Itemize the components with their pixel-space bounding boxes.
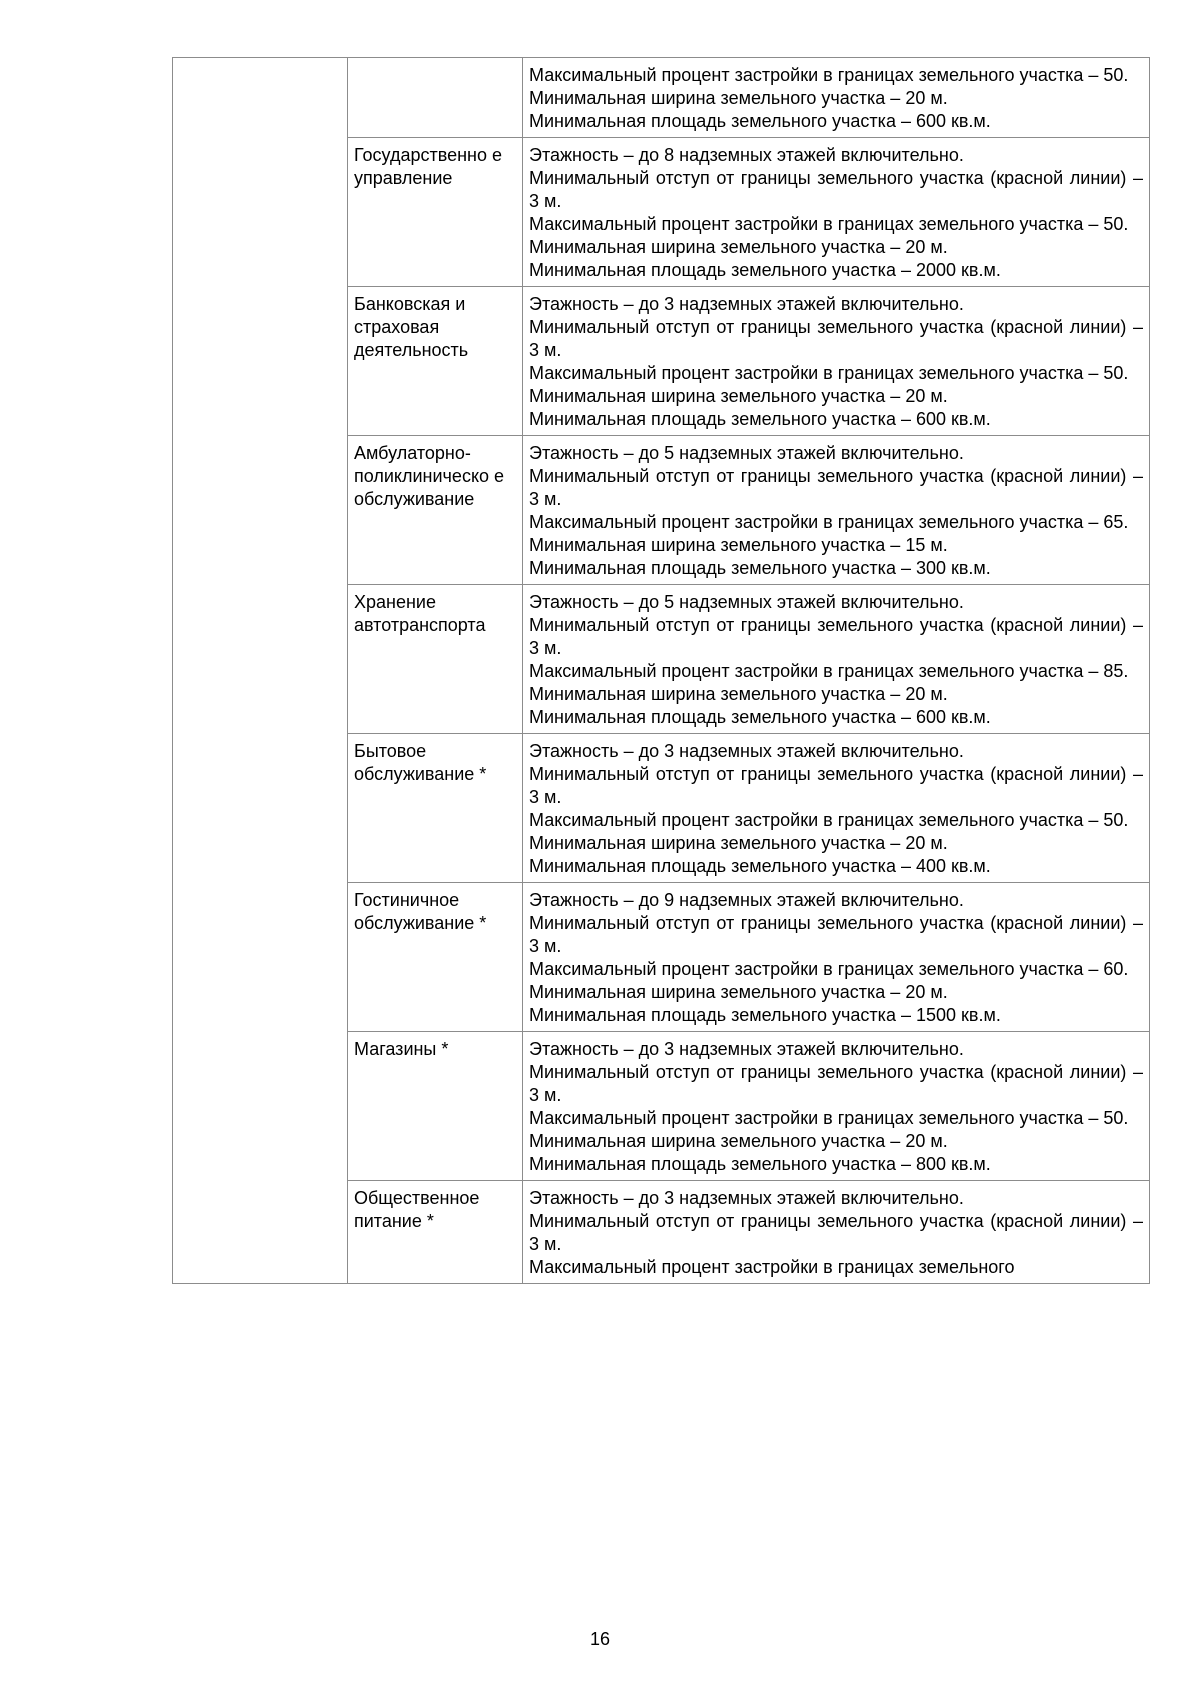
- page-number: 16: [589, 1629, 611, 1649]
- parameter-line: Минимальная площадь земельного участка – 600 кв.м.: [529, 409, 991, 429]
- permitted-use-cell: Общественное питание *: [348, 1181, 523, 1284]
- parameter-line: Минимальный отступ от границы земельного участка (красной линии) – 3 м.: [529, 466, 1143, 509]
- parameters-cell: [523, 585, 1150, 734]
- parameters-cell: [523, 436, 1150, 585]
- parameters-cell: [523, 1032, 1150, 1181]
- parameter-line: Минимальная ширина земельного участка – 20 м.: [529, 237, 948, 257]
- parameters-cell: [523, 138, 1150, 287]
- parameters-cell: [523, 883, 1150, 1032]
- parameter-line: Этажность – до 3 надземных этажей включительно.: [529, 294, 964, 314]
- permitted-use-cell: Гостиничное обслуживание *: [348, 883, 523, 1032]
- parameter-line: Этажность – до 3 надземных этажей включительно.: [529, 1039, 964, 1059]
- parameter-line: Минимальная площадь земельного участка – 300 кв.м.: [529, 558, 991, 578]
- parameter-line: Минимальная ширина земельного участка – 20 м.: [529, 386, 948, 406]
- parameter-line: Минимальная площадь земельного участка – 1500 кв.м.: [529, 1005, 1001, 1025]
- parameter-line: Минимальная площадь земельного участка – 600 кв.м.: [529, 111, 991, 131]
- parameter-line: Максимальный процент застройки в границах земельного участка – 85.: [529, 661, 1129, 681]
- parameter-line: Этажность – до 8 надземных этажей включительно.: [529, 145, 964, 165]
- parameter-line: Минимальный отступ от границы земельного участка (красной линии) – 3 м.: [529, 168, 1143, 211]
- parameter-line: Этажность – до 3 надземных этажей включительно.: [529, 1188, 964, 1208]
- parameter-line: Минимальная площадь земельного участка – 400 кв.м.: [529, 856, 991, 876]
- parameter-line: Максимальный процент застройки в границах земельного участка – 50.: [529, 1108, 1129, 1128]
- parameter-line: Минимальная ширина земельного участка – 20 м.: [529, 88, 948, 108]
- parameter-line: Минимальный отступ от границы земельного участка (красной линии) – 3 м.: [529, 1211, 1143, 1254]
- permitted-use-cell: Амбулаторно-поликлиническо е обслуживание: [348, 436, 523, 585]
- parameter-line: Этажность – до 3 надземных этажей включительно.: [529, 741, 964, 761]
- permitted-use-cell: Бытовое обслуживание *: [348, 734, 523, 883]
- land-use-regulations-table: [172, 57, 1150, 1284]
- parameter-line: Этажность – до 5 надземных этажей включительно.: [529, 443, 964, 463]
- parameter-line: Минимальная ширина земельного участка – 20 м.: [529, 982, 948, 1002]
- parameter-line: Максимальный процент застройки в границах земельного участка – 50.: [529, 810, 1129, 830]
- zone-cell: [173, 58, 348, 1284]
- parameter-line: Максимальный процент застройки в границах земельного участка – 50.: [529, 363, 1129, 383]
- parameter-line: Минимальная ширина земельного участка – 20 м.: [529, 684, 948, 704]
- parameter-line: Максимальный процент застройки в границах земельного участка – 60.: [529, 959, 1129, 979]
- parameter-line: Максимальный процент застройки в границах земельного участка – 50.: [529, 65, 1129, 85]
- parameter-line: Минимальный отступ от границы земельного участка (красной линии) – 3 м.: [529, 1062, 1143, 1105]
- parameter-line: Максимальный процент застройки в границах земельного участка – 65.: [529, 512, 1129, 532]
- parameter-line: Максимальный процент застройки в границах земельного: [529, 1257, 1015, 1277]
- table-row: [173, 58, 1150, 138]
- parameters-cell: [523, 58, 1150, 138]
- parameter-line: Минимальный отступ от границы земельного участка (красной линии) – 3 м.: [529, 913, 1143, 956]
- parameters-cell: [523, 1181, 1150, 1284]
- permitted-use-cell: Хранение автотранспорта: [348, 585, 523, 734]
- parameters-cell: [523, 287, 1150, 436]
- parameters-cell: [523, 734, 1150, 883]
- parameter-line: Минимальная площадь земельного участка – 600 кв.м.: [529, 707, 991, 727]
- parameter-line: Этажность – до 9 надземных этажей включительно.: [529, 890, 964, 910]
- permitted-use-cell: Магазины *: [348, 1032, 523, 1181]
- parameter-line: Минимальная площадь земельного участка – 2000 кв.м.: [529, 260, 1001, 280]
- parameter-line: Максимальный процент застройки в границах земельного участка – 50.: [529, 214, 1129, 234]
- permitted-use-cell: Государственно е управление: [348, 138, 523, 287]
- parameter-line: Этажность – до 5 надземных этажей включительно.: [529, 592, 964, 612]
- parameter-line: Минимальный отступ от границы земельного участка (красной линии) – 3 м.: [529, 317, 1143, 360]
- parameter-line: Минимальный отступ от границы земельного участка (красной линии) – 3 м.: [529, 764, 1143, 807]
- parameter-line: Минимальная ширина земельного участка – 20 м.: [529, 1131, 948, 1151]
- permitted-use-cell: [348, 58, 523, 138]
- parameter-line: Минимальный отступ от границы земельного участка (красной линии) – 3 м.: [529, 615, 1143, 658]
- parameter-line: Минимальная ширина земельного участка – 20 м.: [529, 833, 948, 853]
- table-body: [173, 58, 1150, 1284]
- parameter-line: Минимальная площадь земельного участка – 800 кв.м.: [529, 1154, 991, 1174]
- parameter-line: Минимальная ширина земельного участка – 15 м.: [529, 535, 948, 555]
- permitted-use-cell: Банковская и страховая деятельность: [348, 287, 523, 436]
